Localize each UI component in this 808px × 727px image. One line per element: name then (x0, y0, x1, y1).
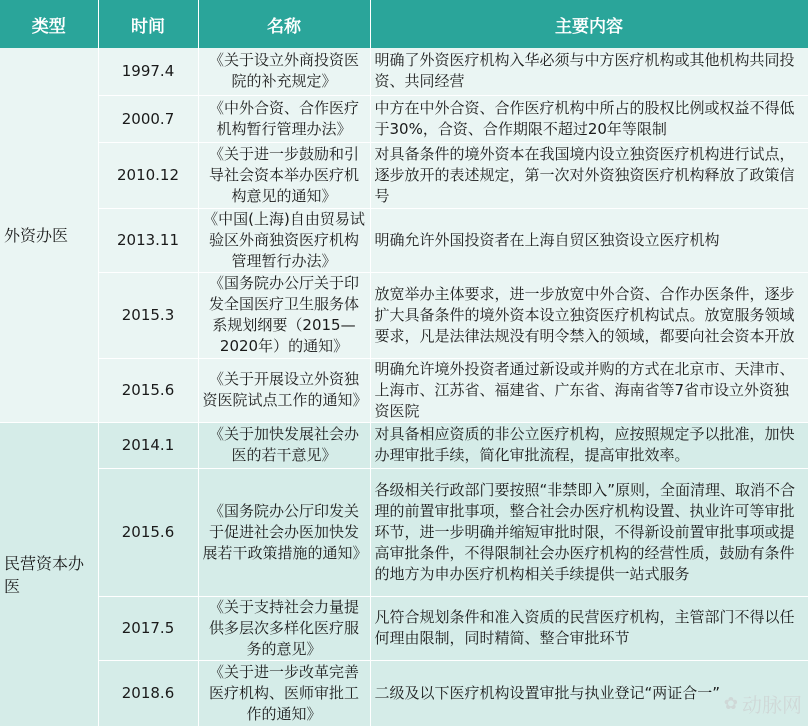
name-cell: 《关于开展设立外资独资医院试点工作的通知》 (198, 358, 370, 422)
name-cell: 《关于设立外商投资医院的补充规定》 (198, 48, 370, 95)
time-cell: 2000.7 (98, 95, 198, 142)
content-cell: 明确了外资医疗机构入华必须与中方医疗机构或其他机构共同投资、共同经营 (370, 48, 808, 95)
time-cell: 1997.4 (98, 48, 198, 95)
header-row (0, 0, 808, 48)
content-cell: 明确允许境外投资者通过新设或并购的方式在北京市、天津市、上海市、江苏省、福建省、广东省、海南省等7省市设立外资独资医院 (370, 358, 808, 422)
time-cell: 2013.11 (98, 208, 198, 272)
time-cell: 2018.6 (98, 660, 198, 726)
wechat-icon: ✿ (723, 693, 738, 713)
table-row (0, 468, 808, 596)
watermark-text: 动脉网 (742, 695, 802, 717)
name-cell: 《关于进一步鼓励和引导社会资本举办医疗机构意见的通知》 (198, 142, 370, 208)
content-cell: 中方在中外合资、合作医疗机构中所占的股权比例或权益不得低于30%，合资、合作期限不超过20年等限制 (370, 95, 808, 142)
table-row (0, 95, 808, 142)
name-cell: 《中外合资、合作医疗机构暂行管理办法》 (198, 95, 370, 142)
time-cell: 2014.1 (98, 422, 198, 468)
header-time: 时间 (98, 0, 198, 48)
content-cell: 明确允许外国投资者在上海自贸区独资设立医疗机构 (370, 208, 808, 272)
category-cell: 外资办医 (0, 48, 98, 422)
category-cell: 民营资本办医 (0, 422, 98, 726)
table-row (0, 422, 808, 468)
name-cell: 《关于加快发展社会办医的若干意见》 (198, 422, 370, 468)
table-row (0, 596, 808, 660)
header-type: 类型 (0, 0, 98, 48)
content-cell: 对具备条件的境外资本在我国境内设立独资医疗机构进行试点，逐步放开的表述规定，第一次对外资独资医疗机构释放了政策信号 (370, 142, 808, 208)
content-cell: 对具备相应资质的非公立医疗机构，应按照规定予以批准，加快办理审批手续，简化审批流程，提高审批效率。 (370, 422, 808, 468)
content-cell: 凡符合规划条件和准入资质的民营医疗机构，主管部门不得以任何理由限制，同时精简、整合审批环节 (370, 596, 808, 660)
header-content: 主要内容 (370, 0, 808, 48)
name-cell: 《国务院办公厅关于印发全国医疗卫生服务体系规划纲要（2015—2020年）的通知》 (198, 272, 370, 358)
name-cell: 《关于支持社会力量提供多层次多样化医疗服务的意见》 (198, 596, 370, 660)
name-cell: 《中国(上海)自由贸易试验区外商独资医疗机构管理暂行办法》 (198, 208, 370, 272)
table-row (0, 142, 808, 208)
name-cell: 《国务院办公厅印发关于促进社会办医加快发展若干政策措施的通知》 (198, 468, 370, 596)
header-name: 名称 (198, 0, 370, 48)
time-cell: 2015.6 (98, 358, 198, 422)
watermark (724, 689, 802, 718)
table-row (0, 358, 808, 422)
time-cell: 2017.5 (98, 596, 198, 660)
content-cell: 各级相关行政部门要按照“非禁即入”原则，全面清理、取消不合理的前置审批事项，整合社会办医疗机构设置、执业许可等审批环节，进一步明确并缩短审批时限，不得新设前置审批事项或提高审批条件，不得限制社会办医疗机构的经营性质，鼓励有条件的地方为申办医疗机构相关手续提供一站式服务 (370, 468, 808, 596)
table-row (0, 208, 808, 272)
content-cell: 放宽举办主体要求，进一步放宽中外合资、合作办医条件，逐步扩大具备条件的境外资本设立独资医疗机构试点。放宽服务领域要求，凡是法律法规没有明令禁入的领域，都要向社会资本开放 (370, 272, 808, 358)
time-cell: 2015.6 (98, 468, 198, 596)
table-row (0, 48, 808, 95)
table-row (0, 660, 808, 726)
table-row (0, 272, 808, 358)
time-cell: 2015.3 (98, 272, 198, 358)
content-cell: 二级及以下医疗机构设置审批与执业登记“两证合一” (370, 660, 808, 726)
name-cell: 《关于进一步改革完善医疗机构、医师审批工作的通知》 (198, 660, 370, 726)
time-cell: 2010.12 (98, 142, 198, 208)
